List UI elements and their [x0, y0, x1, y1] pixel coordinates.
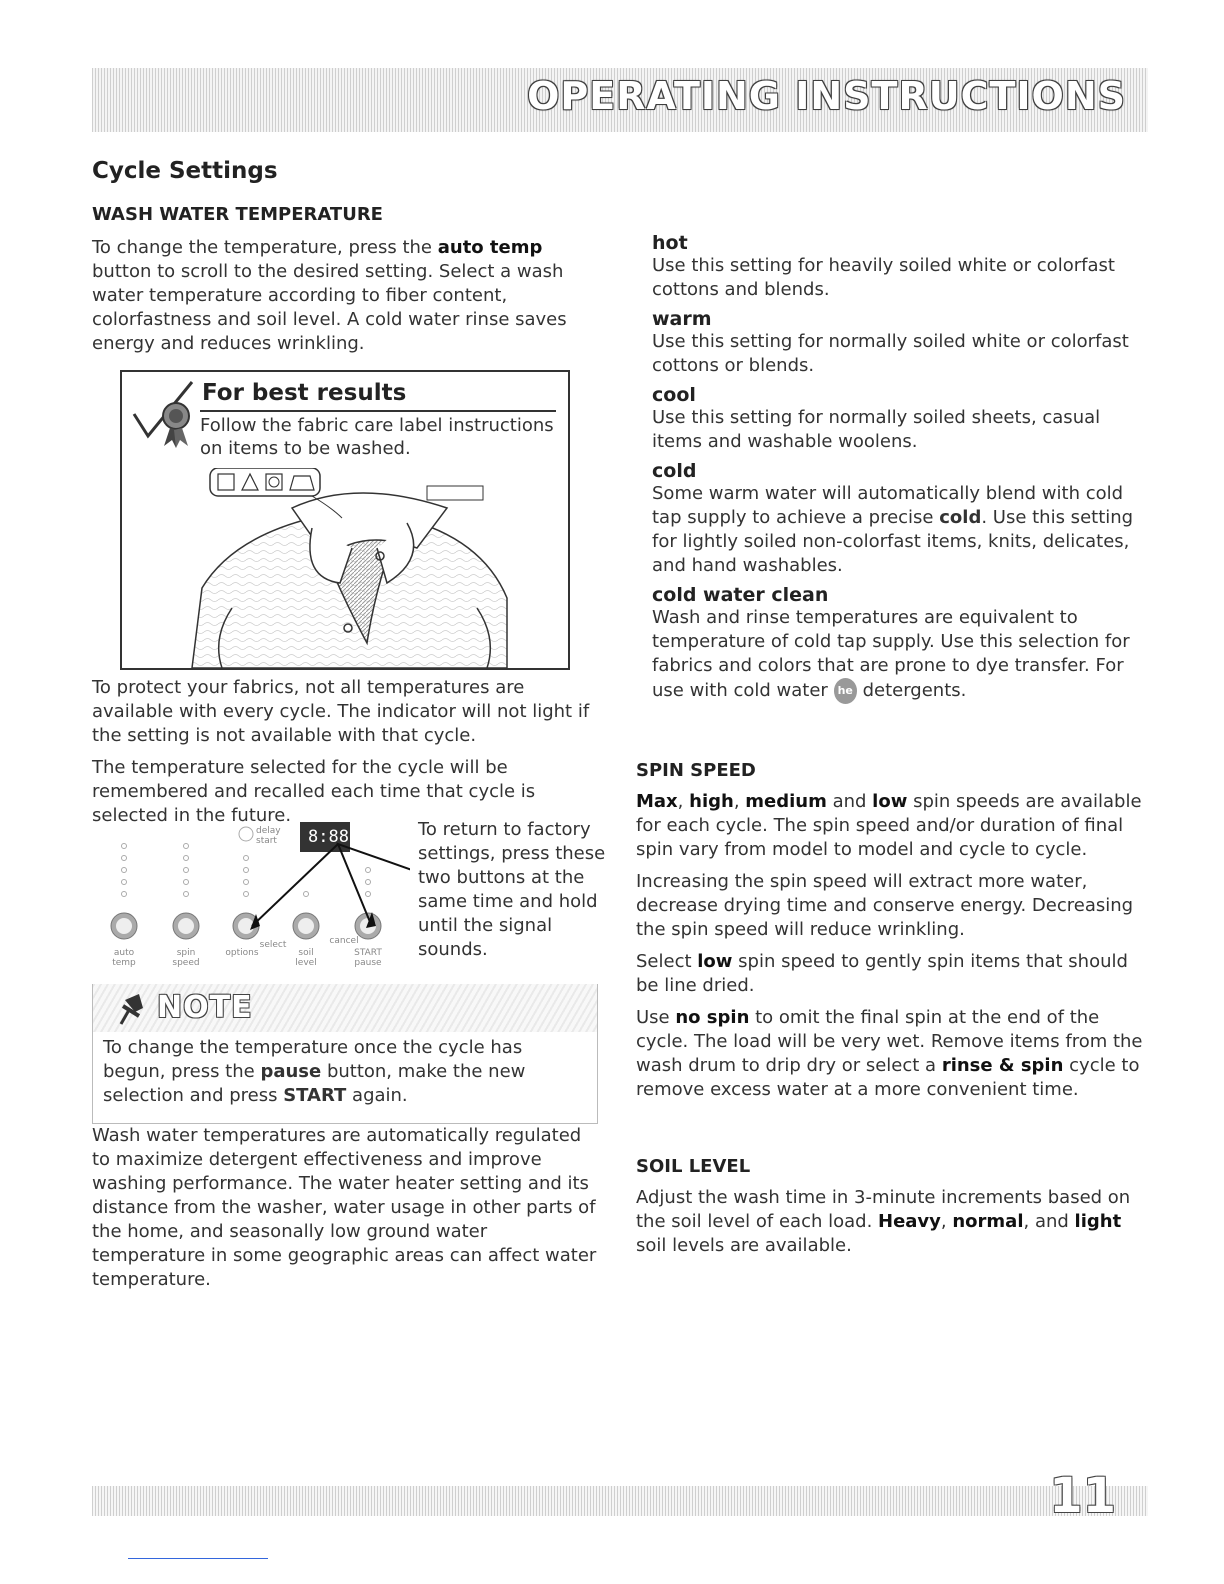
panel-spin-speed-label: [168, 948, 204, 968]
footer-band: [92, 1468, 1148, 1524]
panel-soil-level-label: [286, 948, 326, 968]
best-results-text: Follow the fabric care label instructions on items to be washed.: [200, 415, 554, 459]
note-title: NOTE: [157, 990, 253, 1025]
temp-item-cold: [652, 460, 1152, 578]
temp-item-cold-water-clean: [652, 584, 1152, 704]
text-run: , and: [1023, 1211, 1075, 1232]
low-bold: low: [697, 951, 733, 972]
panel-start-small: start: [256, 836, 277, 846]
low-bold: low: [872, 791, 908, 812]
temp-term: cold water clean: [652, 584, 829, 606]
page-number: 11: [1049, 1468, 1116, 1524]
text-run: Some warm water will automatically blend with cold tap supply to achieve a precise: [652, 483, 1124, 528]
text-run: Adjust the wash time in 3-minute increments based on the soil level of each load.: [636, 1187, 1131, 1232]
wash-temp-availability: To protect your fabrics, not all temperatures are available with every cycle. The indicator will not light if the setting is not available with that cycle.: [92, 677, 590, 746]
panel-select-label: select: [259, 940, 287, 950]
best-results-rule: [200, 410, 556, 412]
panel-start-pause-label: [348, 948, 388, 968]
best-results-box: [120, 370, 570, 670]
spin-p2: Increasing the spin speed will extract more water, decrease drying time and conserve energy. Decreasing the spin speed will reduce wrinkling.: [636, 871, 1134, 940]
spin-speed-heading: SPIN SPEED: [636, 760, 756, 781]
text-run: Select: [636, 951, 698, 972]
ribbon-check-icon: [130, 378, 198, 450]
panel-level: level: [295, 958, 317, 968]
text-run: ,: [940, 1211, 953, 1232]
text-run: Wash and rinse temperatures are equivalent to temperature of cold tap supply. Use this selection for fabrics and colors that are prone to dye transfer. For use with cold water: [652, 607, 1130, 701]
page-header-title: OPERATING INSTRUCTIONS: [527, 74, 1126, 118]
light-bold: light: [1074, 1211, 1122, 1232]
panel-pause: pause: [354, 958, 382, 968]
pushpin-icon: [113, 990, 149, 1028]
temp-term: cold: [652, 460, 697, 482]
auto-temp-bold: auto temp: [437, 237, 543, 258]
temp-desc: Use this setting for normally soiled sheets, casual items and washable woolens.: [652, 407, 1101, 452]
text-run: spin speeds are available for each cycle. The spin speed and/or duration of final spin vary from model to model and cycle to cycle.: [636, 791, 1142, 860]
max-bold: Max: [636, 791, 678, 812]
text-run: . Use this setting for lightly soiled non-colorfast items, knits, delicates, and hand washables.: [652, 507, 1134, 576]
panel-auto-temp-label: [106, 948, 142, 968]
wash-temp-heading: WASH WATER TEMPERATURE: [92, 204, 383, 225]
note-text: [103, 1036, 583, 1108]
temp-desc: Use this setting for normally soiled white or colorfast cottons or blends.: [652, 331, 1129, 376]
soil-level-text: [636, 1186, 1148, 1258]
wash-temp-intro: [92, 236, 598, 356]
normal-bold: normal: [952, 1211, 1024, 1232]
rinse-spin-bold: rinse & spin: [941, 1055, 1064, 1076]
spin-speed-body: [636, 790, 1148, 1110]
text-run: To change the temperature once the cycle has begun, press the: [103, 1037, 523, 1082]
blue-underline: [128, 1558, 268, 1559]
no-spin-bold: no spin: [675, 1007, 750, 1028]
panel-temp: temp: [112, 958, 136, 968]
panel-cancel-label: cancel: [329, 936, 359, 946]
text-run: ,: [733, 791, 746, 812]
panel-start: START: [354, 948, 382, 958]
text-run: and: [826, 791, 873, 812]
panel-auto: auto: [113, 948, 135, 958]
wash-temp-remembered: The temperature selected for the cycle will be remembered and recalled each time that cycle is selected in the future.: [92, 757, 536, 826]
high-bold: high: [689, 791, 734, 812]
text-run: spin speed to gently spin items that should be line dried.: [636, 951, 1128, 996]
panel-delay: delay: [256, 826, 281, 836]
text-run: button, make the new selection and press: [103, 1061, 526, 1106]
text-run: detergents.: [856, 680, 967, 701]
spin-p3: [636, 950, 1148, 998]
temp-desc: Use this setting for heavily soiled white or colorfast cottons and blends.: [652, 255, 1115, 300]
text-run: again.: [346, 1085, 408, 1106]
text-run: cycle to remove excess water at a more convenient time.: [636, 1055, 1140, 1100]
text-run: soil levels are available.: [636, 1235, 852, 1256]
header-band: [92, 68, 1148, 132]
heavy-bold: Heavy: [878, 1211, 941, 1232]
temp-term: hot: [652, 232, 688, 254]
shirt-illustration: [162, 468, 542, 668]
soil-level-heading: SOIL LEVEL: [636, 1156, 751, 1177]
panel-delay-label: [256, 826, 286, 846]
panel-soil: soil: [298, 948, 314, 958]
spin-p1: [636, 790, 1148, 862]
control-panel-illustration: [100, 818, 410, 976]
section-title: Cycle Settings: [92, 158, 278, 184]
start-bold: START: [283, 1085, 347, 1106]
temp-item-cool: [652, 384, 1152, 454]
text-run: button to scroll to the desired setting. Select a wash water temperature according to fiber content, colorfastness and soil level. A cold water rinse saves energy and reduces wrinkling.: [92, 261, 567, 354]
panel-options-label: options: [225, 948, 259, 958]
panel-speed: speed: [172, 958, 200, 968]
text-run: To change the temperature, press the: [92, 237, 438, 258]
panel-spin: spin: [176, 948, 196, 958]
temp-desc: [652, 482, 1152, 578]
he-logo-icon: he: [834, 678, 857, 704]
temp-term: warm: [652, 308, 712, 330]
text-run: Use: [636, 1007, 676, 1028]
best-results-title: For best results: [202, 380, 407, 406]
medium-bold: medium: [745, 791, 827, 812]
text-run: to omit the final spin at the end of the cycle. The load will be very wet. Remove items from the wash drum to drip dry or select a: [636, 1007, 1143, 1076]
temp-term: cool: [652, 384, 696, 406]
text-run: ,: [677, 791, 690, 812]
cold-bold: cold: [939, 507, 982, 528]
temp-desc: [652, 606, 1152, 704]
factory-reset-text: To return to factory settings, press these two buttons at the same time and hold until the signal sounds.: [418, 819, 606, 960]
spin-p4: [636, 1006, 1148, 1102]
wash-temp-regulated: Wash water temperatures are automatically regulated to maximize detergent effectiveness and improve washing performance. The water heater setting and its distance from the washer, water usage in other parts of the home, and seasonally low ground water temperature in some geographic areas can affect water temperature.: [92, 1125, 597, 1290]
panel-display: 8:88: [308, 827, 349, 847]
temp-item-hot: [652, 232, 1152, 302]
note-box: [92, 984, 598, 1124]
temp-item-warm: [652, 308, 1152, 378]
temperature-list: [652, 232, 1152, 704]
pause-bold: pause: [260, 1061, 322, 1082]
